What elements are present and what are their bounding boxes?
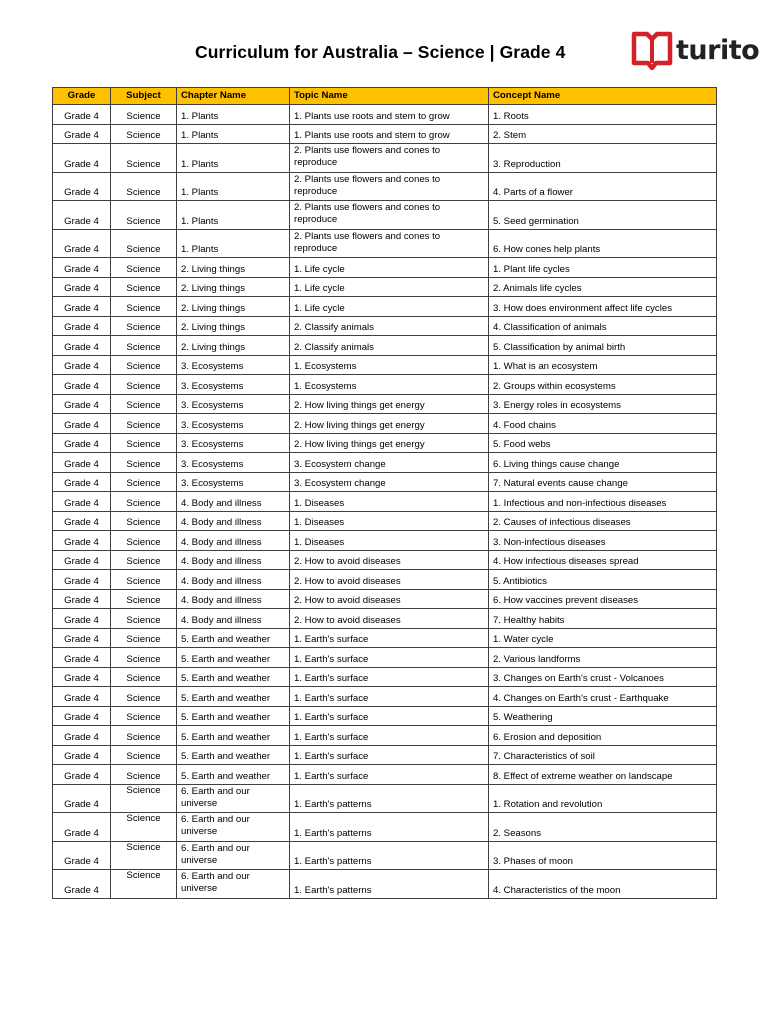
cell-grade: Grade 4 [53,124,111,144]
cell-subject: Science [111,589,177,609]
table-row [53,105,717,125]
cell-chapter: 4. Body and illness [177,609,290,629]
turito-logo [630,30,759,70]
cell-grade: Grade 4 [53,870,111,899]
cell-topic: 2. Plants use flowers and cones to reproduce [290,201,489,230]
cell-subject: Science [111,124,177,144]
cell-topic: 1. Diseases [290,531,489,551]
cell-grade: Grade 4 [53,628,111,648]
table-row [53,813,717,842]
cell-chapter: 1. Plants [177,105,290,125]
cell-topic: 2. Plants use flowers and cones to reproduce [290,172,489,201]
cell-topic: 1. Ecosystems [290,355,489,375]
table-row [53,201,717,230]
table-row [53,870,717,899]
cell-concept: 4. Parts of a flower [489,172,717,201]
table-row [53,172,717,201]
table-row [53,414,717,434]
cell-topic: 1. Earth's surface [290,745,489,765]
cell-concept: 2. Animals life cycles [489,277,717,297]
table-row [53,433,717,453]
cell-chapter: 3. Ecosystems [177,414,290,434]
cell-chapter: 1. Plants [177,144,290,173]
page-title: Curriculum for Australia – Science | Grade 4 [195,42,566,62]
table-row [53,687,717,707]
table-row [53,355,717,375]
cell-grade: Grade 4 [53,453,111,473]
column-header-chapter: Chapter Name [177,88,290,105]
cell-chapter: 5. Earth and weather [177,648,290,668]
table-row [53,570,717,590]
cell-subject: Science [111,813,177,842]
cell-grade: Grade 4 [53,355,111,375]
cell-grade: Grade 4 [53,492,111,512]
cell-grade: Grade 4 [53,784,111,813]
table-row [53,277,717,297]
cell-topic: 1. Earth's surface [290,765,489,785]
cell-chapter: 2. Living things [177,336,290,356]
cell-chapter: 3. Ecosystems [177,453,290,473]
cell-chapter: 4. Body and illness [177,570,290,590]
cell-grade: Grade 4 [53,472,111,492]
cell-subject: Science [111,492,177,512]
cell-subject: Science [111,531,177,551]
cell-topic: 1. Ecosystems [290,375,489,395]
cell-subject: Science [111,172,177,201]
cell-topic: 3. Ecosystem change [290,472,489,492]
cell-concept: 7. Characteristics of soil [489,745,717,765]
table-row [53,336,717,356]
table-row [53,258,717,278]
table-row [53,765,717,785]
cell-chapter: 4. Body and illness [177,511,290,531]
cell-chapter: 6. Earth and our universe [177,784,290,813]
cell-subject: Science [111,687,177,707]
cell-subject: Science [111,784,177,813]
cell-grade: Grade 4 [53,609,111,629]
cell-topic: 1. Life cycle [290,297,489,317]
cell-concept: 5. Food webs [489,433,717,453]
cell-concept: 4. Changes on Earth's crust - Earthquake [489,687,717,707]
column-header-topic: Topic Name [290,88,489,105]
table-row [53,628,717,648]
cell-chapter: 5. Earth and weather [177,765,290,785]
cell-concept: 2. Seasons [489,813,717,842]
cell-chapter: 6. Earth and our universe [177,813,290,842]
cell-chapter: 5. Earth and weather [177,667,290,687]
cell-concept: 8. Effect of extreme weather on landscape [489,765,717,785]
cell-topic: 1. Life cycle [290,277,489,297]
cell-chapter: 3. Ecosystems [177,375,290,395]
cell-chapter: 2. Living things [177,277,290,297]
cell-grade: Grade 4 [53,297,111,317]
cell-topic: 1. Earth's patterns [290,813,489,842]
cell-topic: 1. Plants use roots and stem to grow [290,124,489,144]
cell-concept: 5. Seed germination [489,201,717,230]
cell-grade: Grade 4 [53,687,111,707]
cell-grade: Grade 4 [53,394,111,414]
cell-concept: 1. Plant life cycles [489,258,717,278]
cell-topic: 2. How living things get energy [290,394,489,414]
cell-concept: 7. Healthy habits [489,609,717,629]
cell-chapter: 3. Ecosystems [177,472,290,492]
cell-grade: Grade 4 [53,172,111,201]
cell-chapter: 6. Earth and our universe [177,870,290,899]
cell-chapter: 4. Body and illness [177,550,290,570]
table-row [53,745,717,765]
cell-subject: Science [111,726,177,746]
cell-topic: 2. Plants use flowers and cones to reproduce [290,144,489,173]
cell-topic: 1. Diseases [290,492,489,512]
table-row [53,492,717,512]
cell-subject: Science [111,570,177,590]
open-book-icon [630,30,674,70]
cell-subject: Science [111,648,177,668]
cell-chapter: 1. Plants [177,229,290,258]
table-row [53,784,717,813]
cell-concept: 7. Natural events cause change [489,472,717,492]
cell-subject: Science [111,229,177,258]
cell-subject: Science [111,667,177,687]
cell-subject: Science [111,706,177,726]
cell-topic: 2. How to avoid diseases [290,570,489,590]
cell-subject: Science [111,511,177,531]
cell-topic: 1. Earth's surface [290,726,489,746]
cell-grade: Grade 4 [53,813,111,842]
cell-concept: 3. Changes on Earth's crust - Volcanoes [489,667,717,687]
cell-concept: 3. Reproduction [489,144,717,173]
logo-text: turito [676,34,760,66]
table-row [53,124,717,144]
cell-grade: Grade 4 [53,375,111,395]
cell-concept: 1. Roots [489,105,717,125]
cell-subject: Science [111,765,177,785]
cell-concept: 5. Classification by animal birth [489,336,717,356]
cell-grade: Grade 4 [53,648,111,668]
cell-grade: Grade 4 [53,765,111,785]
table-row [53,706,717,726]
cell-grade: Grade 4 [53,841,111,870]
column-header-grade: Grade [53,88,111,105]
cell-grade: Grade 4 [53,667,111,687]
cell-subject: Science [111,336,177,356]
cell-topic: 1. Plants use roots and stem to grow [290,105,489,125]
cell-subject: Science [111,472,177,492]
cell-topic: 2. How to avoid diseases [290,550,489,570]
cell-topic: 2. Classify animals [290,336,489,356]
column-header-subject: Subject [111,88,177,105]
cell-chapter: 5. Earth and weather [177,628,290,648]
cell-subject: Science [111,316,177,336]
cell-chapter: 5. Earth and weather [177,745,290,765]
cell-concept: 3. Phases of moon [489,841,717,870]
cell-concept: 4. Characteristics of the moon [489,870,717,899]
cell-chapter: 5. Earth and weather [177,687,290,707]
table-body [53,105,717,899]
cell-concept: 1. Water cycle [489,628,717,648]
cell-subject: Science [111,258,177,278]
cell-concept: 6. Living things cause change [489,453,717,473]
cell-grade: Grade 4 [53,511,111,531]
cell-grade: Grade 4 [53,414,111,434]
cell-chapter: 3. Ecosystems [177,355,290,375]
cell-chapter: 1. Plants [177,124,290,144]
cell-concept: 5. Weathering [489,706,717,726]
cell-chapter: 5. Earth and weather [177,726,290,746]
table-row [53,609,717,629]
cell-chapter: 4. Body and illness [177,589,290,609]
table-row [53,394,717,414]
table-row [53,531,717,551]
cell-subject: Science [111,297,177,317]
cell-grade: Grade 4 [53,706,111,726]
cell-concept: 2. Stem [489,124,717,144]
table-row [53,316,717,336]
cell-grade: Grade 4 [53,316,111,336]
table-row [53,375,717,395]
cell-concept: 2. Groups within ecosystems [489,375,717,395]
cell-concept: 6. How cones help plants [489,229,717,258]
cell-topic: 1. Earth's patterns [290,841,489,870]
cell-subject: Science [111,414,177,434]
cell-topic: 2. Classify animals [290,316,489,336]
table-row [53,453,717,473]
cell-grade: Grade 4 [53,201,111,230]
cell-topic: 2. How living things get energy [290,433,489,453]
cell-subject: Science [111,375,177,395]
cell-topic: 2. How living things get energy [290,414,489,434]
cell-concept: 3. Energy roles in ecosystems [489,394,717,414]
cell-grade: Grade 4 [53,277,111,297]
cell-topic: 1. Earth's surface [290,706,489,726]
cell-concept: 1. Infectious and non-infectious diseases [489,492,717,512]
cell-grade: Grade 4 [53,229,111,258]
table-header-row [53,88,717,105]
table-row [53,841,717,870]
column-header-concept: Concept Name [489,88,717,105]
cell-topic: 2. Plants use flowers and cones to reproduce [290,229,489,258]
cell-concept: 1. What is an ecosystem [489,355,717,375]
cell-concept: 5. Antibiotics [489,570,717,590]
cell-chapter: 1. Plants [177,172,290,201]
cell-chapter: 3. Ecosystems [177,394,290,414]
cell-subject: Science [111,550,177,570]
cell-subject: Science [111,841,177,870]
cell-concept: 2. Various landforms [489,648,717,668]
table-row [53,726,717,746]
table-row [53,472,717,492]
table-row [53,648,717,668]
cell-subject: Science [111,144,177,173]
cell-topic: 1. Diseases [290,511,489,531]
cell-topic: 1. Earth's patterns [290,784,489,813]
cell-grade: Grade 4 [53,726,111,746]
cell-concept: 3. How does environment affect life cycles [489,297,717,317]
table-row [53,667,717,687]
cell-topic: 3. Ecosystem change [290,453,489,473]
cell-subject: Science [111,870,177,899]
cell-concept: 4. How infectious diseases spread [489,550,717,570]
cell-concept: 4. Food chains [489,414,717,434]
cell-subject: Science [111,355,177,375]
cell-grade: Grade 4 [53,745,111,765]
cell-grade: Grade 4 [53,433,111,453]
cell-chapter: 1. Plants [177,201,290,230]
cell-chapter: 2. Living things [177,258,290,278]
table-row [53,144,717,173]
cell-grade: Grade 4 [53,144,111,173]
cell-subject: Science [111,394,177,414]
cell-concept: 3. Non-infectious diseases [489,531,717,551]
cell-subject: Science [111,105,177,125]
cell-concept: 6. How vaccines prevent diseases [489,589,717,609]
table-row [53,550,717,570]
table-row [53,229,717,258]
cell-subject: Science [111,745,177,765]
cell-topic: 2. How to avoid diseases [290,589,489,609]
cell-subject: Science [111,277,177,297]
cell-chapter: 4. Body and illness [177,531,290,551]
cell-subject: Science [111,201,177,230]
cell-grade: Grade 4 [53,105,111,125]
cell-chapter: 5. Earth and weather [177,706,290,726]
cell-chapter: 4. Body and illness [177,492,290,512]
cell-chapter: 2. Living things [177,297,290,317]
cell-concept: 2. Causes of infectious diseases [489,511,717,531]
cell-subject: Science [111,433,177,453]
cell-subject: Science [111,609,177,629]
cell-grade: Grade 4 [53,336,111,356]
curriculum-table [52,87,717,899]
cell-grade: Grade 4 [53,258,111,278]
cell-topic: 2. How to avoid diseases [290,609,489,629]
cell-subject: Science [111,453,177,473]
table-row [53,297,717,317]
cell-grade: Grade 4 [53,531,111,551]
cell-chapter: 6. Earth and our universe [177,841,290,870]
cell-grade: Grade 4 [53,570,111,590]
cell-subject: Science [111,628,177,648]
cell-concept: 4. Classification of animals [489,316,717,336]
table-row [53,511,717,531]
cell-topic: 1. Life cycle [290,258,489,278]
cell-topic: 1. Earth's surface [290,687,489,707]
cell-concept: 1. Rotation and revolution [489,784,717,813]
cell-topic: 1. Earth's surface [290,648,489,668]
cell-chapter: 3. Ecosystems [177,433,290,453]
table-row [53,589,717,609]
cell-chapter: 2. Living things [177,316,290,336]
cell-topic: 1. Earth's surface [290,667,489,687]
cell-concept: 6. Erosion and deposition [489,726,717,746]
cell-grade: Grade 4 [53,589,111,609]
cell-grade: Grade 4 [53,550,111,570]
cell-topic: 1. Earth's patterns [290,870,489,899]
cell-topic: 1. Earth's surface [290,628,489,648]
